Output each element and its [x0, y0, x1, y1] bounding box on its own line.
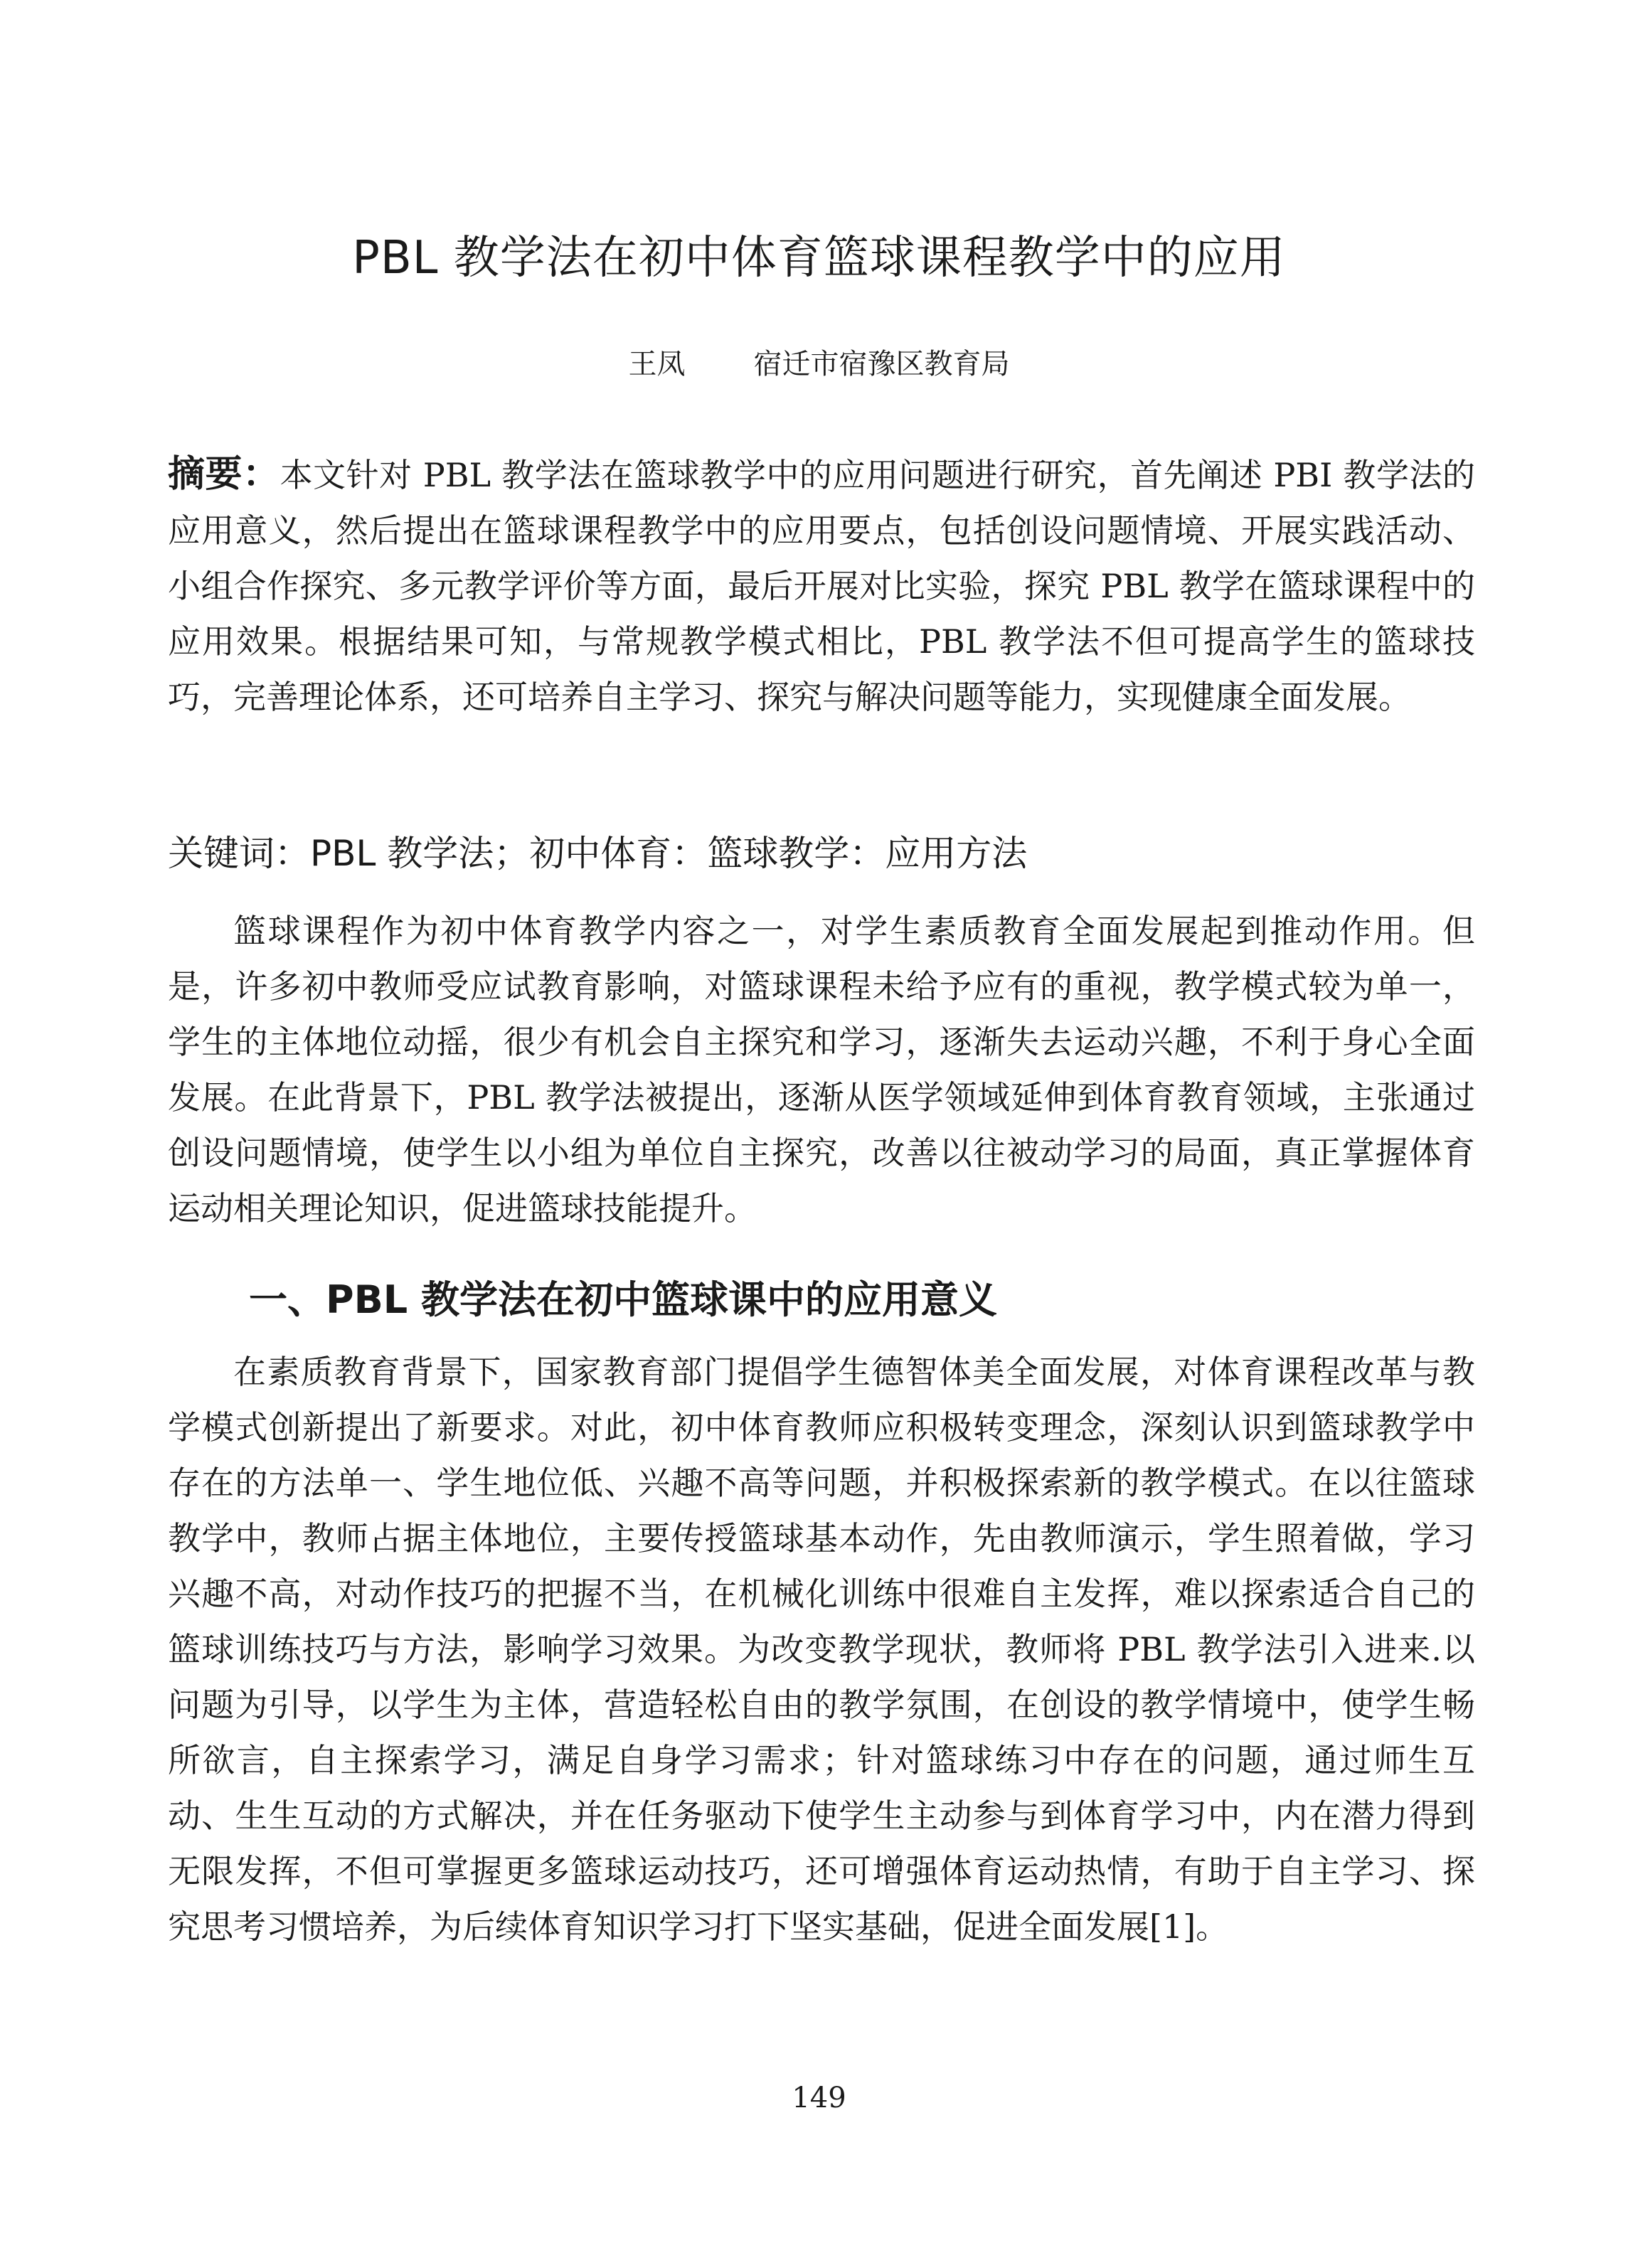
author-affiliation: 宿迁市宿豫区教育局: [753, 348, 1010, 380]
abstract-label: 摘要：: [168, 453, 280, 496]
keywords: 关键词：PBL 教学法；初中体育：篮球教学：应用方法: [168, 833, 1028, 874]
paper-title: PBL 教学法在初中体育篮球课程教学中的应用: [352, 232, 1286, 284]
author-name: 王凤: [628, 348, 686, 380]
page-number: 149: [792, 2082, 846, 2114]
section-paragraph: 在素质教育背景下，国家教育部门提倡学生德智体美全面发展，对体育课程改革与教学模式创新提出了新要求。对此，初中体育教师应积极转变理念，深刻认识到篮球教学中存在的方法单一、学生地位低、兴趣不高等问题，并积极探索新的教学模式。在以往篮球教学中，教师占据主体地位，主要传授篮球基本动作，先由教师演示，学生照着做，学习兴趣不高，对动作技巧的把握不当，在机械化训练中很难自主发挥，难以探索适合自己的篮球训练技巧与方法，影响学习效果。为改变教学现状，教师将 PBL 教学法引入进来.以问题为引导，以学生为主体，营造轻松自由的教学氛围，在创设的教学情境中，使学生畅所欲言，自主探索学习，满足自身学习需求；针对篮球练习中存在的问题，通过师生互动、生生互动的方式解决，并在任务驱动下使学生主动参与到体育学习中，内在潜力得到无限发挥，不但可掌握更多篮球运动技巧，还可增强体育运动热情，有助于自主学习、探究思考习惯培养，为后续体育知识学习打下坚实基础，促进全面发展[1]。: [168, 1353, 1475, 1946]
abstract: [168, 447, 1475, 725]
intro-paragraph: 篮球课程作为初中体育教学内容之一，对学生素质教育全面发展起到推动作用。但是，许多初中教师受应试教育影响，对篮球课程未给予应有的重视，教学模式较为单一，学生的主体地位动摇，很少有机会自主探究和学习，逐渐失去运动兴趣，不利于身心全面发展。在此背景下，PBL 教学法被提出，逐渐从医学领域延伸到体育教育领域，主张通过创设问题情境，使学生以小组为单位自主探究，改善以往被动学习的局面，真正掌握体育运动相关理论知识，促进篮球技能提升。: [168, 912, 1475, 1228]
abstract-text: 本文针对 PBL 教学法在篮球教学中的应用问题进行研究，首先阐述 PBI 教学法的应用意义，然后提出在篮球课程教学中的应用要点，包括创设问题情境、开展实践活动、小组合作探究、多元教学评价等方面，最后开展对比实验，探究 PBL 教学在篮球课程中的应用效果。根据结果可知，与常规教学模式相比，PBL 教学法不但可提高学生的篮球技巧，完善理论体系，还可培养自主学习、探究与解决问题等能力，实现健康全面发展。: [168, 456, 1475, 716]
byline: [0, 343, 1638, 385]
section-heading: 一、PBL 教学法在初中篮球课中的应用意义: [249, 1277, 997, 1322]
